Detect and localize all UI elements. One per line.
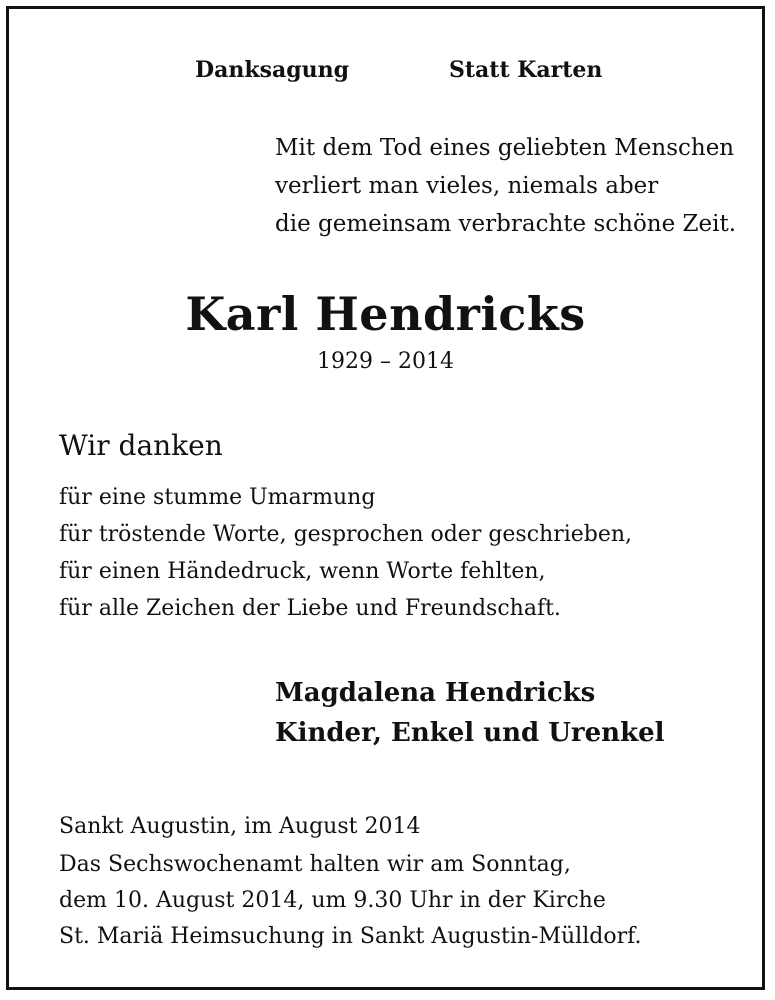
service-line: St. Mariä Heimsuchung in Sankt Augustin-Mülldorf. xyxy=(59,924,642,949)
header-statt-karten: Statt Karten xyxy=(449,57,603,83)
thanks-line: für einen Händedruck, wenn Worte fehlten, xyxy=(59,559,546,584)
quote-line: die gemeinsam verbrachte schöne Zeit. xyxy=(275,211,737,237)
thanks-list xyxy=(59,479,632,627)
signatories xyxy=(275,673,665,753)
notice-border xyxy=(6,6,765,990)
signatory-line: Magdalena Hendricks xyxy=(275,678,596,708)
deceased-years: 1929 – 2014 xyxy=(317,349,454,374)
quote-block xyxy=(275,129,736,243)
signatory-line: Kinder, Enkel und Urenkel xyxy=(275,718,665,748)
place-date: Sankt Augustin, im August 2014 xyxy=(59,814,421,839)
deceased-name: Karl Hendricks xyxy=(185,287,586,341)
header-danksagung: Danksagung xyxy=(195,57,349,83)
service-line: Das Sechswochenamt halten wir am Sonntag, xyxy=(59,852,571,877)
service-info xyxy=(59,847,641,955)
thanks-line: für eine stumme Umarmung xyxy=(59,485,376,510)
thanks-line: für alle Zeichen der Liebe und Freundschaft. xyxy=(59,596,561,621)
service-line: dem 10. August 2014, um 9.30 Uhr in der Kirche xyxy=(59,888,606,913)
quote-line: Mit dem Tod eines geliebten Menschen xyxy=(275,135,735,161)
thanks-heading: Wir danken xyxy=(59,429,223,462)
quote-line: verliert man vieles, niemals aber xyxy=(275,173,659,199)
thanks-line: für tröstende Worte, gesprochen oder geschrieben, xyxy=(59,522,633,547)
